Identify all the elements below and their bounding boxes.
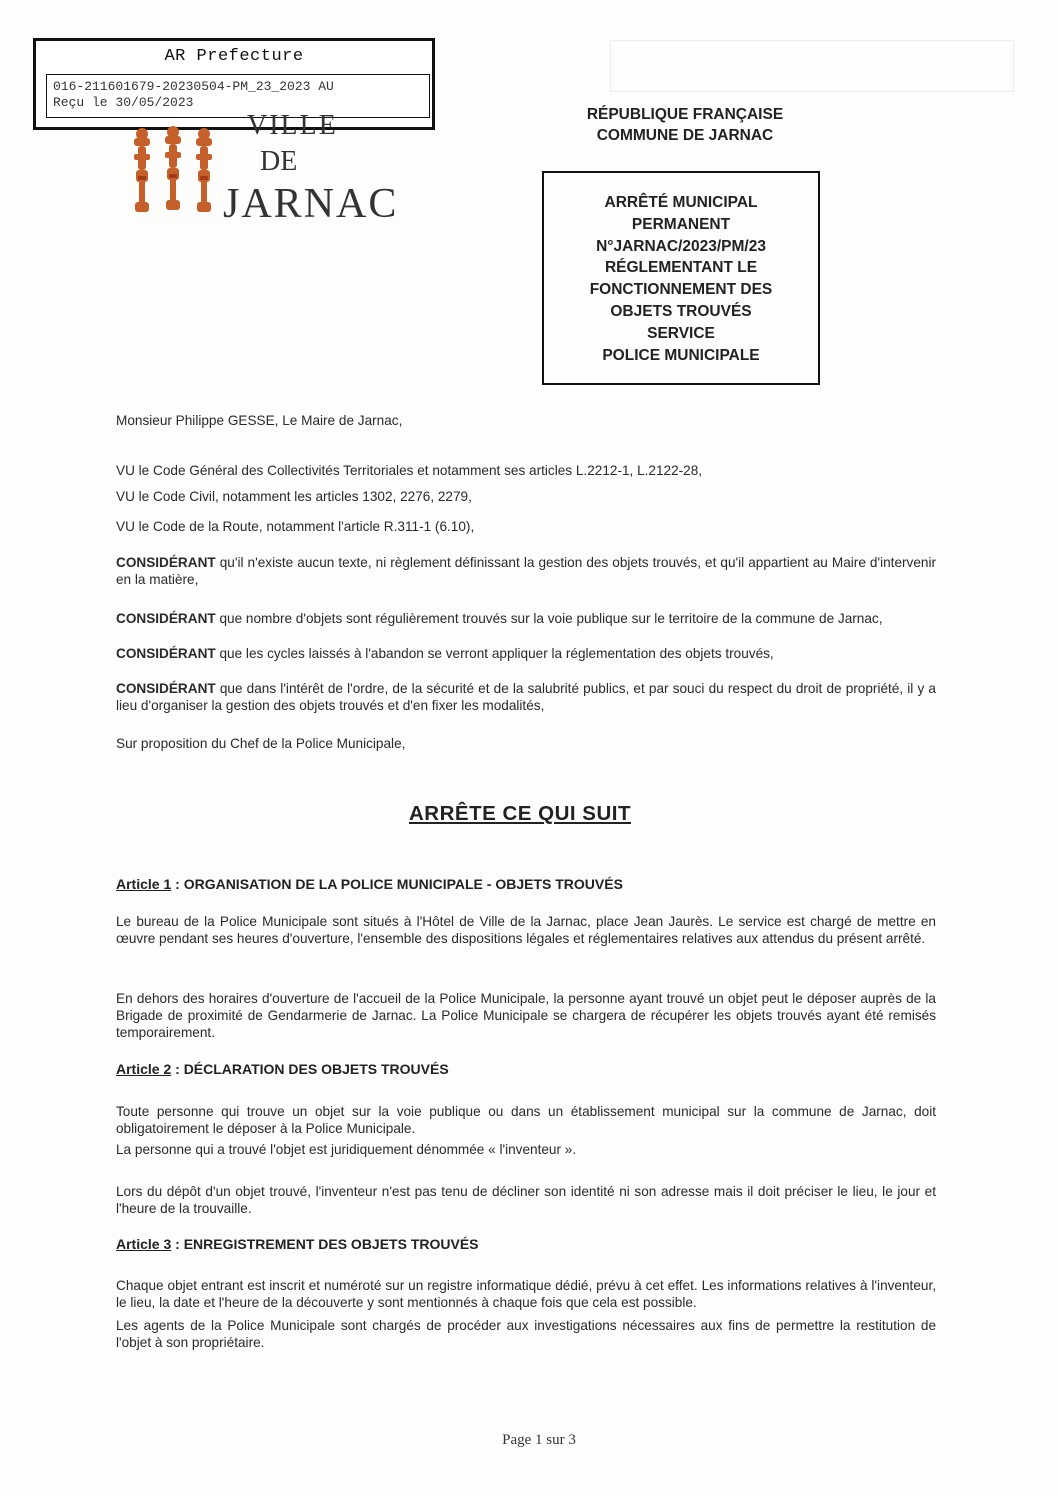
title-line: PERMANENT xyxy=(631,215,731,233)
considerant-text: que nombre d'objets sont régulièrement trouvés sur la voie publique sur le territoire de la commune de Jarnac, xyxy=(215,611,883,626)
ville-de-jarnac-logo xyxy=(125,110,399,248)
commune-name: COMMUNE DE JARNAC xyxy=(596,127,774,144)
title-line: SERVICE xyxy=(647,324,715,342)
article-title: : ORGANISATION DE LA POLICE MUNICIPALE - OBJETS TROUVÉS xyxy=(171,876,623,892)
considerant-text: que les cycles laissés à l'abandon se verront appliquer la réglementation des objets trouvés, xyxy=(215,646,774,661)
page-number: Page 1 sur 3 xyxy=(502,1432,576,1448)
article-1-paragraph-1: Le bureau de la Police Municipale sont situés à l'Hôtel de Ville de la Jarnac, place Jean Jaurès. Le service est chargé de mettre en œuvre pendant ses heures d'ouverture, l'ensemble des dispositions légales et réglementaires relatives aux attendus du présent arrêté. xyxy=(116,914,936,946)
article-2-heading xyxy=(116,1061,449,1077)
considerant-label: CONSIDÉRANT xyxy=(116,681,216,696)
article-1-paragraph-2: En dehors des horaires d'ouverture de l'accueil de la Police Municipale, la personne ayant trouvé un objet peut le déposer auprès de la Brigade de proximité de Gendarmerie de Jarnac. La Police Municipale se chargera de récupérer les objets trouvés ayant été remisés temporairement. xyxy=(116,991,936,1040)
vu-line-cgct: VU le Code Général des Collectivités Territoriales et notamment ses articles L.2212-1, L.2122-28, xyxy=(116,463,703,478)
proposition-line: Sur proposition du Chef de la Police Municipale, xyxy=(116,736,406,751)
article-title: : ENREGISTREMENT DES OBJETS TROUVÉS xyxy=(171,1236,479,1252)
title-line: POLICE MUNICIPALE xyxy=(602,346,760,364)
arrete-heading: ARRÊTE CE QUI SUIT xyxy=(409,802,631,825)
vu-line-code-civil: VU le Code Civil, notamment les articles 1302, 2276, 2279, xyxy=(116,489,472,504)
title-line: RÉGLEMENTANT LE xyxy=(604,259,758,277)
article-label: Article 1 xyxy=(116,876,172,892)
article-1-heading xyxy=(116,876,623,892)
title-line: N°JARNAC/2023/PM/23 xyxy=(596,237,766,255)
vu-line-code-route: VU le Code de la Route, notamment l'article R.311-1 (6.10), xyxy=(116,519,475,534)
article-2-paragraph-1: Toute personne qui trouve un objet sur la voie publique ou dans un établissement municipal sur la commune de Jarnac, doit obligatoirement le déposer à la Police Municipale. xyxy=(116,1104,936,1136)
logo-text-de: DE xyxy=(260,146,298,177)
arrete-title-box xyxy=(542,171,820,385)
title-line: FONCTIONNEMENT DES xyxy=(589,281,773,299)
article-label: Article 2 xyxy=(116,1061,172,1077)
considerant-2 xyxy=(116,610,936,627)
bleed-through-box xyxy=(610,40,1014,92)
logo-text-jarnac: JARNAC xyxy=(223,181,399,227)
considerant-label: CONSIDÉRANT xyxy=(116,555,216,570)
logo-text-ville: VILLE xyxy=(247,110,338,141)
stamp-line-received: Reçu le 30/05/2023 xyxy=(53,95,194,110)
mayor-line: Monsieur Philippe GESSE, Le Maire de Jarnac, xyxy=(116,413,403,428)
article-3-paragraph-1: Chaque objet entrant est inscrit et numéroté sur un registre informatique dédié, prévu à cet effet. Les informations relatives à l'inventeur, le lieu, la date et l'heure de la découverte y sont mentionnés à chaque fois que cela est possible. xyxy=(116,1278,936,1310)
prefecture-stamp xyxy=(33,38,435,130)
stamp-line-reference: 016-211601679-20230504-PM_23_2023 AU xyxy=(53,79,334,94)
article-3-heading xyxy=(116,1236,479,1252)
republique-francaise: RÉPUBLIQUE FRANÇAISE xyxy=(586,106,784,123)
article-3-paragraph-2: Les agents de la Police Municipale sont chargés de procéder aux investigations nécessaires aux fins de permettre la restitution de l'objet à son propriétaire. xyxy=(116,1318,936,1350)
stamp-reference xyxy=(46,74,430,118)
considerant-text: qu'il n'existe aucun texte, ni règlement définissant la gestion des objets trouvés, et qu'il appartient au Maire d'intervenir en la matière, xyxy=(116,555,936,587)
article-title: : DÉCLARATION DES OBJETS TROUVÉS xyxy=(171,1061,449,1077)
considerant-label: CONSIDÉRANT xyxy=(116,611,216,626)
article-2-paragraph-2: Lors du dépôt d'un objet trouvé, l'inventeur n'est pas tenu de décliner son identité ni son adresse mais il doit préciser le lieu, le jour et l'heure de la trouvaille. xyxy=(116,1184,936,1216)
considerant-label: CONSIDÉRANT xyxy=(116,646,216,661)
article-2-paragraph-1b: La personne qui a trouvé l'objet est juridiquement dénommée « l'inventeur ». xyxy=(116,1142,577,1157)
title-line: OBJETS TROUVÉS xyxy=(610,302,752,320)
considerant-text: que dans l'intérêt de l'ordre, de la sécurité et de la salubrité publics, et par souci du respect du droit de propriété, il y a lieu d'organiser la gestion des objets trouvés et d'en fixer les modalités, xyxy=(116,681,936,713)
title-line: ARRÊTÉ MUNICIPAL xyxy=(604,194,758,211)
stamp-title: AR Prefecture xyxy=(164,47,304,66)
header-republique xyxy=(560,104,810,146)
considerant-3 xyxy=(116,645,936,662)
coat-of-arms-icon xyxy=(125,118,225,228)
considerant-1 xyxy=(116,554,936,588)
considerant-4 xyxy=(116,680,936,714)
article-label: Article 3 xyxy=(116,1236,172,1252)
